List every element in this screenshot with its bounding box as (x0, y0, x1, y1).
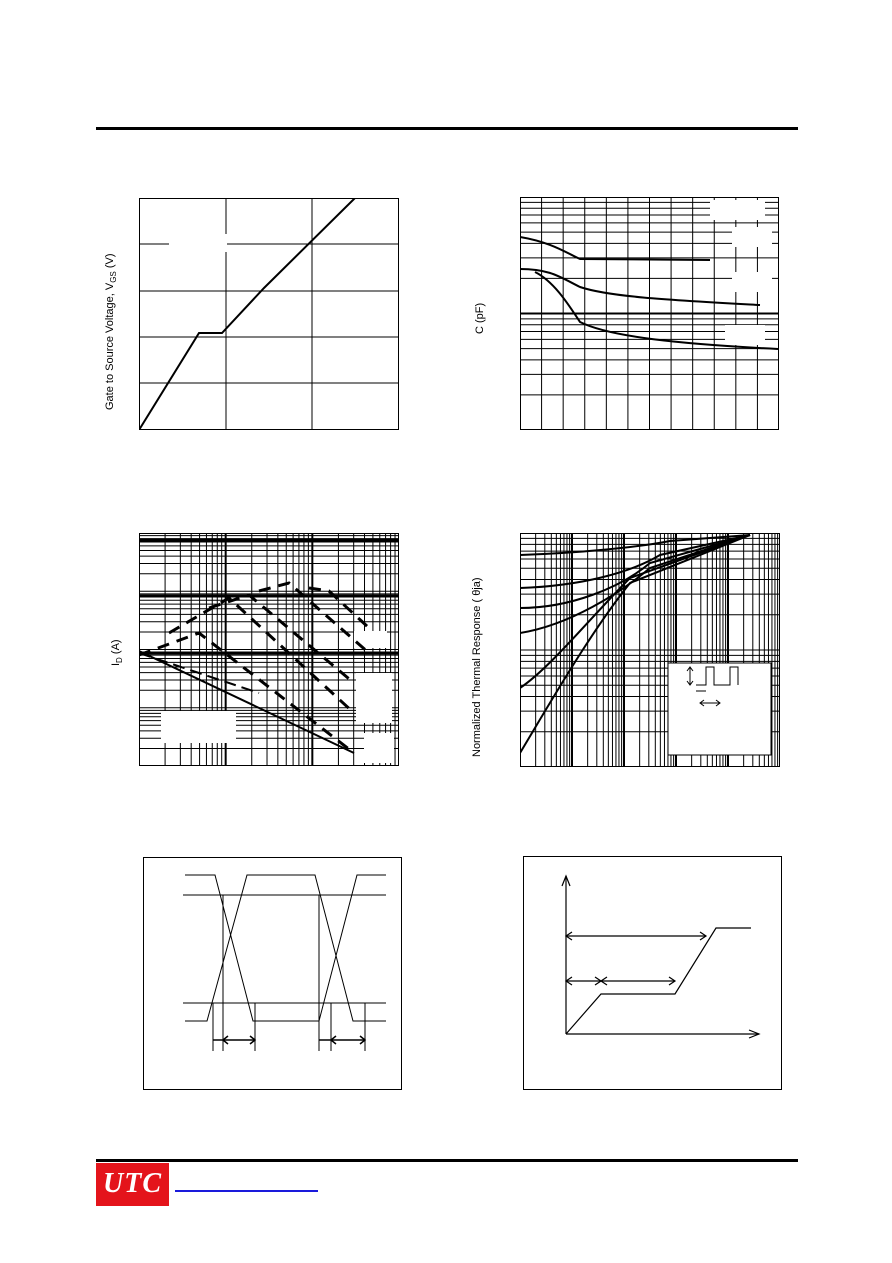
header-rule (96, 127, 798, 130)
soa-chart (139, 533, 399, 766)
gate-charge-label-mask (169, 234, 227, 252)
capacitance-chart (520, 197, 779, 430)
soa-ylabel: $I_D$ (A) (110, 639, 125, 666)
thermal-inset (668, 663, 771, 755)
gate-charge-chart (139, 198, 399, 430)
thermal-chart (520, 533, 780, 767)
gate-charge-ylabel: Gate to Source Voltage, $V_{GS}$ (V) (104, 253, 119, 410)
thermal-ylabel: Normalized Thermal Response ( θja) (471, 577, 483, 757)
soa-note-mask (161, 711, 236, 743)
website-link[interactable] (175, 1190, 318, 1192)
switching-waveform-diagram (143, 857, 402, 1090)
cap-legend-mask (710, 200, 765, 220)
capacitance-ylabel: C (pF) (474, 302, 486, 334)
gate-charge-waveform-diagram (523, 856, 782, 1090)
footer-rule (96, 1159, 798, 1162)
utc-logo: UTC (96, 1163, 169, 1206)
